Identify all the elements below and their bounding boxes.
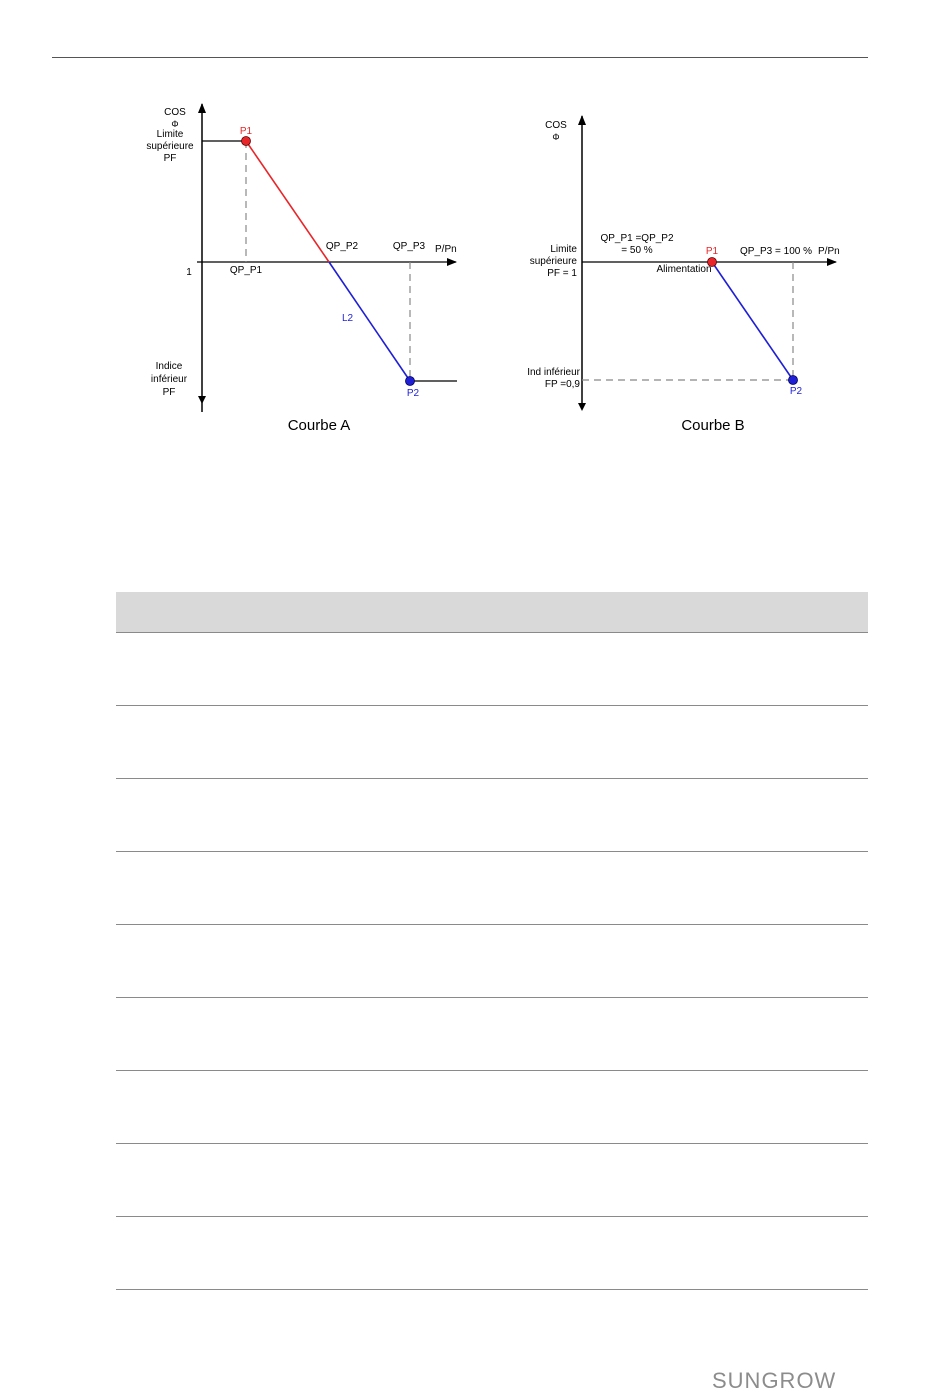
- curve-a-one-label: 1: [186, 267, 192, 278]
- curve-a-upper-1: Limite: [156, 129, 184, 140]
- curve-b-qp-p1-p2-2: = 50 %: [621, 245, 653, 256]
- table-row: [116, 1144, 868, 1217]
- parameter-table: [116, 592, 868, 1290]
- curve-b-ylabel-1: COS: [545, 120, 567, 131]
- curve-a-y-axis-arrow-down: [198, 396, 206, 404]
- table-row: [116, 852, 868, 925]
- curve-a-upper-3: PF: [163, 153, 177, 164]
- curve-a-qp-p3: QP_P3: [392, 241, 426, 252]
- sungrow-logo: SUNGROW: [712, 1368, 837, 1393]
- curve-a-ylabel-1: COS: [164, 107, 186, 118]
- curve-a-l2-label: L2: [342, 313, 354, 324]
- table-row: [116, 706, 868, 779]
- curve-b-ylabel-2: Φ: [552, 132, 560, 142]
- curve-a-point-p1: [242, 137, 251, 146]
- curve-b-point-p2: [789, 376, 798, 385]
- table-row: [116, 779, 868, 852]
- curve-a-qp-p2: QP_P2: [325, 241, 359, 252]
- table-row: [116, 1071, 868, 1144]
- curve-b-qp-p3: QP_P3 = 100 %: [740, 246, 812, 257]
- table-header: [116, 592, 868, 633]
- curve-a-lower-1: Indice: [155, 361, 183, 372]
- curve-a-red-segment: [246, 141, 329, 262]
- curve-a-qp-p1: QP_P1: [229, 265, 263, 276]
- curve-b-p2-label: P2: [789, 386, 803, 397]
- curve-a-p1-label: P1: [239, 126, 253, 137]
- table-body: [116, 633, 868, 1290]
- curve-a-ylabel-2: Φ: [171, 119, 179, 129]
- curve-b-lower-2: FP =0,9: [544, 379, 580, 390]
- curve-b-caption: Courbe B: [681, 417, 745, 434]
- curves-svg: [0, 0, 950, 450]
- curve-b-qp-p1-p2-1: QP_P1 =QP_P2: [600, 233, 674, 244]
- table-row: [116, 925, 868, 998]
- curve-a-xlabel: P/Pn: [435, 244, 457, 255]
- curve-a: [146, 104, 457, 434]
- curve-b-xlabel: P/Pn: [818, 246, 840, 257]
- curve-a-lower-2: inférieur: [150, 374, 188, 385]
- curve-b-p1-label: P1: [705, 246, 719, 257]
- table-row: [116, 1217, 868, 1290]
- curve-a-caption: Courbe A: [287, 417, 351, 434]
- curve-b: [527, 116, 840, 434]
- figure-curves: [0, 0, 950, 450]
- curve-b-lower-1: Ind inférieur: [527, 367, 580, 378]
- curve-a-upper-2: supérieure: [146, 141, 194, 152]
- curve-a-point-p2: [406, 377, 415, 386]
- curve-a-lower-3: PF: [162, 387, 176, 398]
- curve-b-upper-1: Limite: [550, 244, 577, 255]
- curve-b-upper-3: PF = 1: [547, 268, 577, 279]
- curve-b-y-axis-arrow-down: [578, 403, 586, 411]
- curve-a-p2-label: P2: [406, 388, 420, 399]
- table-row: [116, 633, 868, 706]
- curve-b-alimentation: Alimentation: [656, 264, 712, 275]
- table-row: [116, 998, 868, 1071]
- curve-b-upper-2: supérieure: [529, 256, 577, 267]
- curve-b-blue-segment: [712, 262, 793, 380]
